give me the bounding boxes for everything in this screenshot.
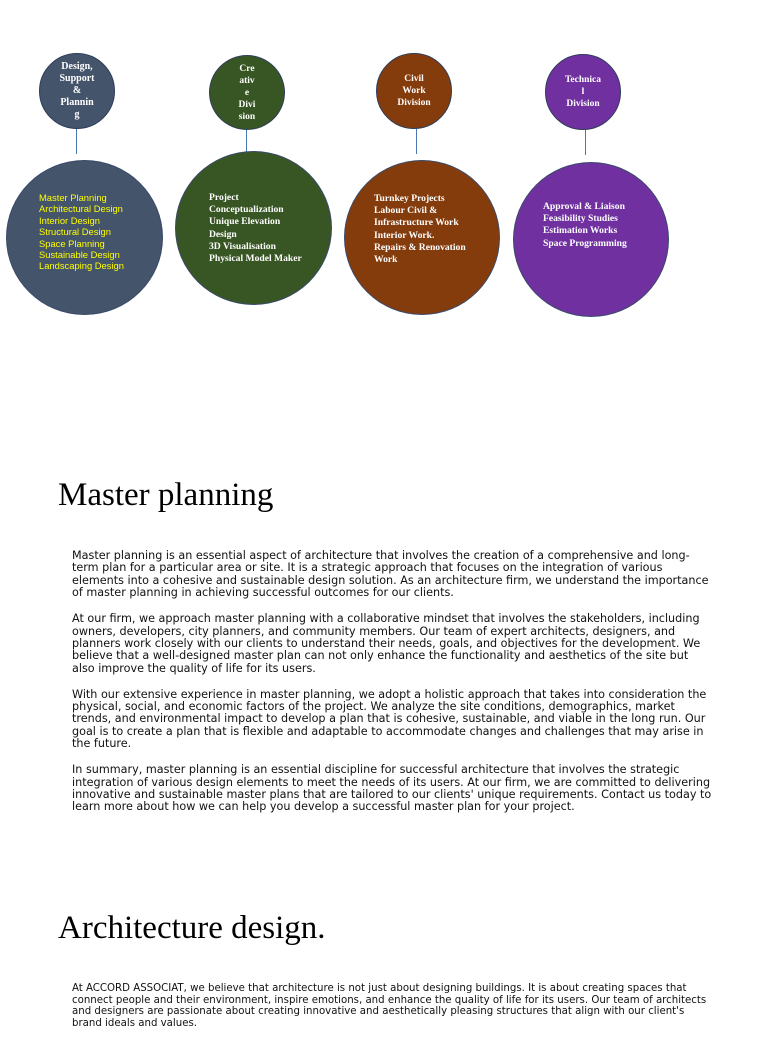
service-item: Repairs & Renovation xyxy=(374,241,466,253)
division-title: Design, Support & Plannin g xyxy=(59,61,95,120)
division-title-circle xyxy=(545,54,621,130)
service-item: Estimation Works xyxy=(543,225,618,237)
service-item: Turnkey Projects xyxy=(374,193,445,204)
master-planning-body xyxy=(72,550,714,827)
division-title-circle xyxy=(209,55,285,130)
division-services-circle xyxy=(344,160,500,315)
service-item: Design xyxy=(209,228,237,240)
paragraph: At ACCORD ASSOCIAT, we believe that architecture is not just about designing buildings. It is about creating spaces that connect people and their environment, inspire emotions, and enhance the quality of life for its users. Our team of architects and designers are passionate about creating innovative and aesthetically pleasing structures that align with our client's brand ideals and values. xyxy=(72,983,707,1029)
connector-line xyxy=(416,129,417,154)
service-item: Feasibility Studies xyxy=(543,213,618,225)
service-item: Work xyxy=(374,254,398,266)
service-item: Architectural Design xyxy=(39,203,123,215)
division-services-circle xyxy=(175,151,332,305)
services-list xyxy=(374,193,466,266)
service-item: Interior Design xyxy=(39,214,100,226)
service-item: 3D Visualisation xyxy=(209,240,276,252)
service-item: Infrastructure Work xyxy=(374,217,459,229)
section-title-master-planning: Master planning xyxy=(58,477,274,513)
connector-line xyxy=(585,130,586,155)
service-item: Interior Work. xyxy=(374,229,435,241)
division-title-circle xyxy=(39,53,115,129)
paragraph: With our extensive experience in master planning, we adopt a holistic approach that takes into consideration the physical, social, and economic factors of the project. We analyze the site conditions, demographics, market trends, and environmental impact to develop a plan that is cohesive, sustainable, and viable in the long run. Our goal is to create a plan that is flexible and adaptable to accommodate changes and challenges that may arise in the future. xyxy=(72,687,707,751)
division-services-circle xyxy=(6,160,163,315)
paragraph: At our firm, we approach master planning with a collaborative mindset that involves the stakeholders, including owners, developers, city planners, and community members. Our team of expert architects, designers, and planners work closely with our clients to understand their needs, goals, and objectives for the development. We believe that a well-designed master plan can not only enhance the functionality and aesthetics of the site but also improve the quality of life for its users. xyxy=(72,612,701,675)
service-item: Structural Design xyxy=(39,226,111,238)
service-item: Sustainable Design xyxy=(39,249,120,261)
service-item: Labour Civil & xyxy=(374,205,438,217)
division-title: Cre ativ e Divi sion xyxy=(238,63,256,122)
connector-line xyxy=(246,130,247,152)
services-list xyxy=(39,192,124,272)
service-item: Approval & Liaison xyxy=(543,201,625,212)
service-item: Conceptualization xyxy=(209,204,284,216)
service-item: Unique Elevation xyxy=(209,216,281,228)
division-services-circle xyxy=(513,162,669,317)
architecture-design-body xyxy=(72,983,712,1043)
service-item: Landscaping Design xyxy=(39,260,124,272)
section-title-architecture-design: Architecture design. xyxy=(58,910,326,946)
services-list xyxy=(209,192,302,265)
services-list xyxy=(543,201,627,250)
service-item: Project xyxy=(209,192,239,203)
connector-line xyxy=(76,129,77,154)
service-item: Space Planning xyxy=(39,237,105,249)
service-item: Physical Model Maker xyxy=(209,253,302,265)
division-title-circle xyxy=(376,53,452,129)
service-item: Space Programming xyxy=(543,237,627,249)
division-title: Civil Work Division xyxy=(397,74,431,108)
division-title: Technica l Division xyxy=(564,75,602,109)
paragraph: Master planning is an essential aspect of architecture that involves the creation of a comprehensive and long-term plan for a particular area or site. It is a strategic approach that focuses on the integration of various elements into a cohesive and sustainable design solution. As an architecture firm, we understand the importance of master planning in achieving successful outcomes for our clients. xyxy=(72,549,709,600)
paragraph: In summary, master planning is an essential discipline for successful architecture that involves the strategic integration of various design elements to meet the needs of its users. At our firm, we are committed to delivering innovative and sustainable master plans that are tailored to our clients' unique requirements. Contact us today to learn more about how we can help you develop a successful master plan for your project. xyxy=(72,763,712,814)
service-item: Master Planning xyxy=(39,192,107,203)
